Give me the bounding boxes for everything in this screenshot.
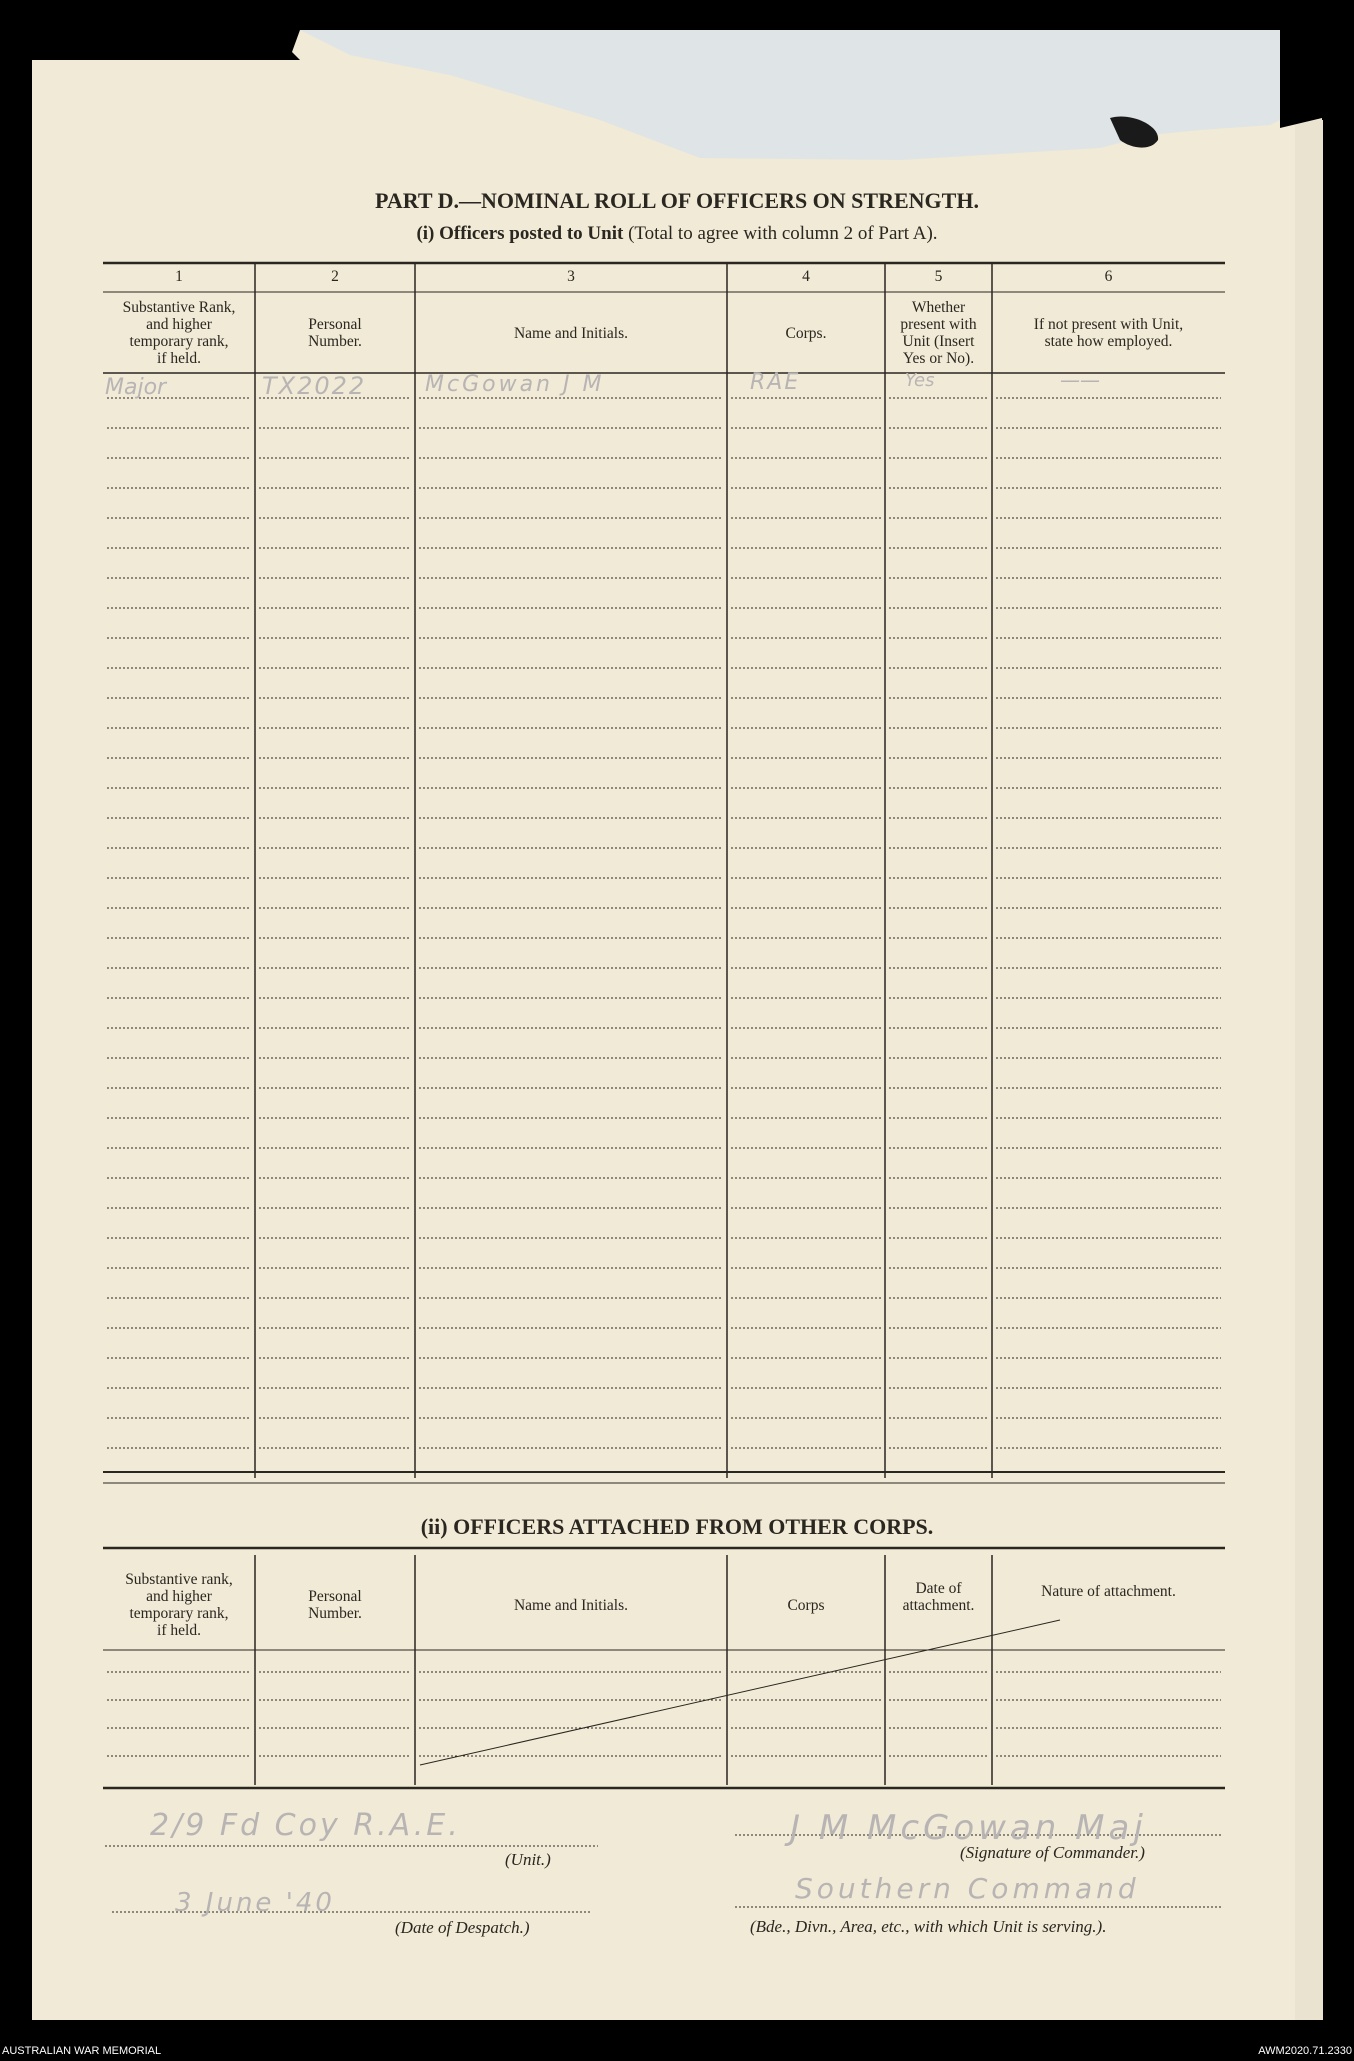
header-line: if held. [157,1622,201,1639]
header-line: temporary rank, [129,1605,229,1622]
header-line: Number. [308,333,362,350]
command-label: (Bde., Divn., Area, etc., with which Unit is serving.). [750,1917,1107,1936]
attached-column-header-6 [992,1583,1225,1600]
attached-column-header-1 [103,1571,255,1639]
header-line: and higher [146,1588,212,1605]
subtitle-bold: (i) Officers posted to Unit [416,223,624,244]
command-value: Southern Command [795,1872,1140,1905]
date-value: 3 June '40 [175,1888,335,1918]
header-line: Nature of attachment. [1041,1583,1176,1600]
header-line: Substantive Rank, [122,299,236,316]
entry-personal-number: TX2022 [262,372,367,400]
part-ii-title: (ii) OFFICERS ATTACHED FROM OTHER CORPS. [420,1514,934,1539]
entry-name: McGowan J M [425,372,605,397]
signature-label: (Signature of Commander.) [960,1843,1145,1862]
attached-column-header-2 [255,1588,415,1622]
credit-right: AWM2020.71.2330 [1258,2045,1352,2057]
header-line: Unit (Insert [902,333,975,350]
column-header-2 [255,316,415,350]
column-header-1 [103,299,255,367]
unit-value: 2/9 Fd Coy R.A.E. [150,1808,461,1843]
entry-rank: Major [105,375,167,400]
part-d-title: PART D.—NOMINAL ROLL OF OFFICERS ON STRENGTH. [375,188,979,213]
column-number-6: 6 [1104,268,1113,285]
credit-left: AUSTRALIAN WAR MEMORIAL [2,2045,162,2057]
header-line: attachment. [902,1597,975,1614]
header-line: Whether [911,299,966,316]
subtitle-rest: (Total to agree with column 2 of Part A). [623,223,938,244]
header-line: Name and Initials. [513,1596,629,1614]
header-line: Yes or No). [902,350,975,367]
header-line: if held. [157,350,201,367]
header-line: Date of [915,1580,962,1597]
column-number-4: 4 [802,268,810,285]
header-line: Name and Initials. [513,324,629,342]
entry-employed: —— [1060,368,1100,392]
entry-corps: RAE [750,370,801,395]
header-line: and higher [146,316,212,333]
header-line: Substantive rank, [125,1571,233,1588]
header-line: Personal [308,316,362,333]
column-number-1: 1 [175,268,183,285]
header-line: Corps. [785,324,827,342]
column-header-5 [885,299,992,367]
column-number-5: 5 [934,268,943,285]
date-label: (Date of Despatch.) [395,1918,530,1937]
header-line: Number. [308,1605,362,1622]
column-header-4 [727,325,885,342]
header-line: Corps [787,1596,825,1614]
attached-column-header-5 [885,1580,992,1614]
header-line: Personal [308,1588,362,1605]
column-header-6 [992,316,1225,350]
strike-through-line [420,1620,1060,1765]
commander-signature: J M McGowan Maj [790,1808,1147,1848]
entry-present: Yes [905,370,935,391]
column-number-2: 2 [331,268,339,285]
column-header-3 [415,325,727,342]
unit-label: (Unit.) [505,1850,551,1869]
header-line: temporary rank, [129,333,229,350]
header-line: If not present with Unit, [1033,316,1184,333]
column-number-3: 3 [567,268,575,285]
header-line: state how employed. [1044,333,1173,350]
attached-column-header-4 [727,1597,885,1614]
header-line: present with [900,316,977,333]
attached-column-header-3 [415,1597,727,1614]
